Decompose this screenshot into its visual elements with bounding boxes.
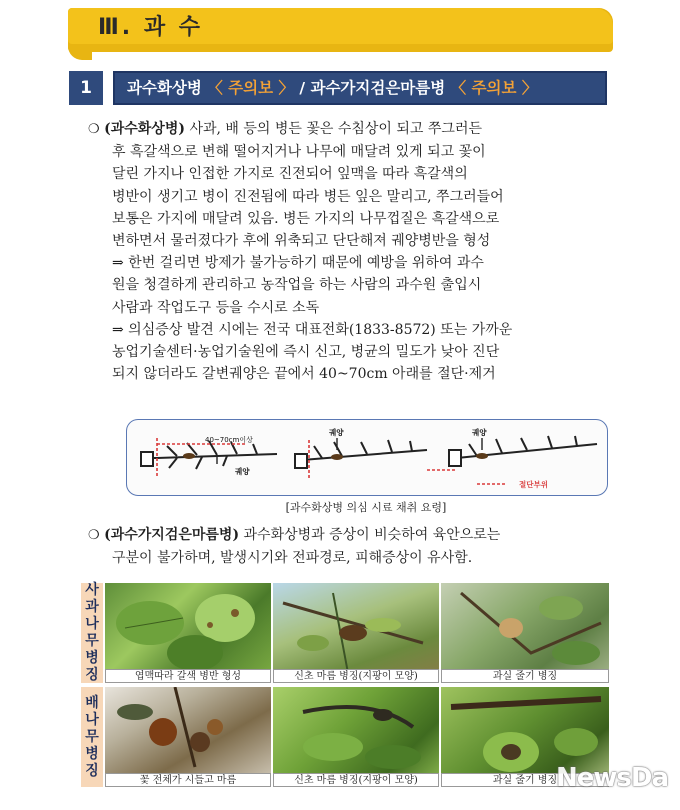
cut-stub-3	[449, 450, 461, 466]
chapter-title: Ⅲ. 과 수	[98, 15, 203, 40]
symptom-photo-grid	[81, 583, 609, 787]
warning-badge-a: 〈 주의보 〉	[207, 79, 294, 97]
photo-pear-flower	[105, 687, 271, 787]
prevention-note: 사람과 작업도구 등을 수시로 소독	[112, 299, 320, 316]
fireblight-line: 달린 가지나 인접한 가지로 진전되어 잎맥을 따라 흑갈색의	[112, 166, 468, 183]
blackblight-paragraph	[88, 524, 613, 569]
photo-caption: 과실 줄기 병징	[441, 669, 609, 683]
leaf-shapes	[105, 583, 271, 683]
cut-label: 절단부위	[519, 480, 548, 489]
prevention-note: 원을 청결하게 관리하고 농작업을 하는 사람의 과수원 출입시	[112, 277, 482, 294]
photo-caption: 꽃 전체가 시들고 마름	[105, 773, 271, 787]
fireblight-line: 변하면서 물러졌다가 후에 위축되고 단단해져 궤양병반을 형성	[112, 233, 491, 250]
photo-caption: 과실 줄기 병징	[441, 773, 609, 787]
photo-apple-leaf	[105, 583, 271, 683]
photo-apple-stem	[441, 583, 609, 683]
newsda-watermark: NewsDa	[556, 763, 669, 793]
canker-label-3: 궤양	[472, 428, 487, 437]
warning-badge-b: 〈 주의보 〉	[450, 79, 538, 97]
photo-caption: 신초 마름 병징(지팡이 모양)	[273, 669, 439, 683]
photo-pear-shoot	[273, 687, 439, 787]
photo-caption: 엽맥따라 갈색 병반 형성	[105, 669, 271, 683]
fireblight-line: 보통은 가지에 매달려 있음. 병든 가지의 나무껍질은 흑갈색으로	[112, 210, 500, 227]
canker-mark-3	[476, 453, 488, 459]
bullet-icon: ❍	[88, 528, 100, 543]
branch-3-leaves	[469, 436, 577, 456]
pear-shoot-shapes	[273, 687, 439, 787]
canker-label-1: 궤양	[235, 467, 250, 476]
bullet-icon: ❍	[88, 122, 100, 137]
sampling-diagram	[126, 419, 608, 496]
fireblight-line: 후 흑갈색으로 변해 떨어지거나 나무에 매달려 있게 되고 꽃이	[112, 144, 486, 161]
section-number: 1	[69, 71, 103, 105]
shoot-shapes	[273, 583, 439, 683]
section-separator: /	[294, 79, 311, 97]
photo-caption: 신초 마름 병징(지팡이 모양)	[273, 773, 439, 787]
photo-apple-shoot	[273, 583, 439, 683]
stem-shapes	[441, 583, 609, 683]
cut-stub-1	[141, 452, 153, 466]
fireblight-line: 병반이 생기고 병이 진전됨에 따라 병든 잎은 말리고, 쭈그러들어	[112, 188, 504, 205]
flower-shapes	[105, 687, 271, 787]
measure-label: 40~70cm이상	[205, 436, 253, 444]
canker-label-2: 궤양	[329, 428, 344, 437]
section-title-bar	[113, 71, 607, 105]
report-note: 농업기술센터·농업기술원에 즉시 신고, 병균의 밀도가 낮아 진단	[112, 344, 500, 361]
section-title-a: 과수화상병	[127, 79, 202, 97]
branch-1	[149, 454, 277, 458]
canker-mark-1	[183, 453, 195, 459]
section-title-b: 과수가지검은마름병	[310, 79, 446, 97]
blackblight-line: 구분이 불가하며, 발생시기와 전파경로, 피해증상이 유사함.	[112, 550, 473, 567]
fireblight-paragraph	[88, 118, 608, 385]
fireblight-line: ❍ (과수화상병) 사과, 배 등의 병든 꽃은 수침상이 되고 쭈그러든	[88, 121, 482, 137]
blackblight-lead: (과수가지검은마름병)	[104, 527, 240, 543]
branch-illustration	[127, 420, 607, 495]
cut-stub-2	[295, 454, 307, 468]
report-note: ⇒ 의심증상 발견 시에는 전국 대표전화(1833-8572) 또는 가까운	[112, 321, 513, 338]
canker-mark-2	[331, 454, 343, 460]
row-label-apple: 사 과 나 무 병 징	[81, 583, 103, 683]
prevention-note: ⇒ 한번 걸리면 방제가 불가능하기 때문에 예방을 위하여 과수	[112, 255, 484, 272]
fireblight-lead: (과수화상병)	[104, 121, 185, 137]
blackblight-line: ❍ (과수가지검은마름병) 과수화상병과 증상이 비슷하여 육안으로는	[88, 527, 501, 543]
chapter-banner-tail	[68, 42, 92, 60]
diagram-caption: [과수화상병 의심 시료 채취 요령]	[285, 501, 447, 514]
row-label-pear: 배 나 무 병 징	[81, 687, 103, 787]
report-note: 되지 않더라도 갈변궤양은 끝에서 40~70cm 아래를 절단·제거	[112, 366, 496, 383]
